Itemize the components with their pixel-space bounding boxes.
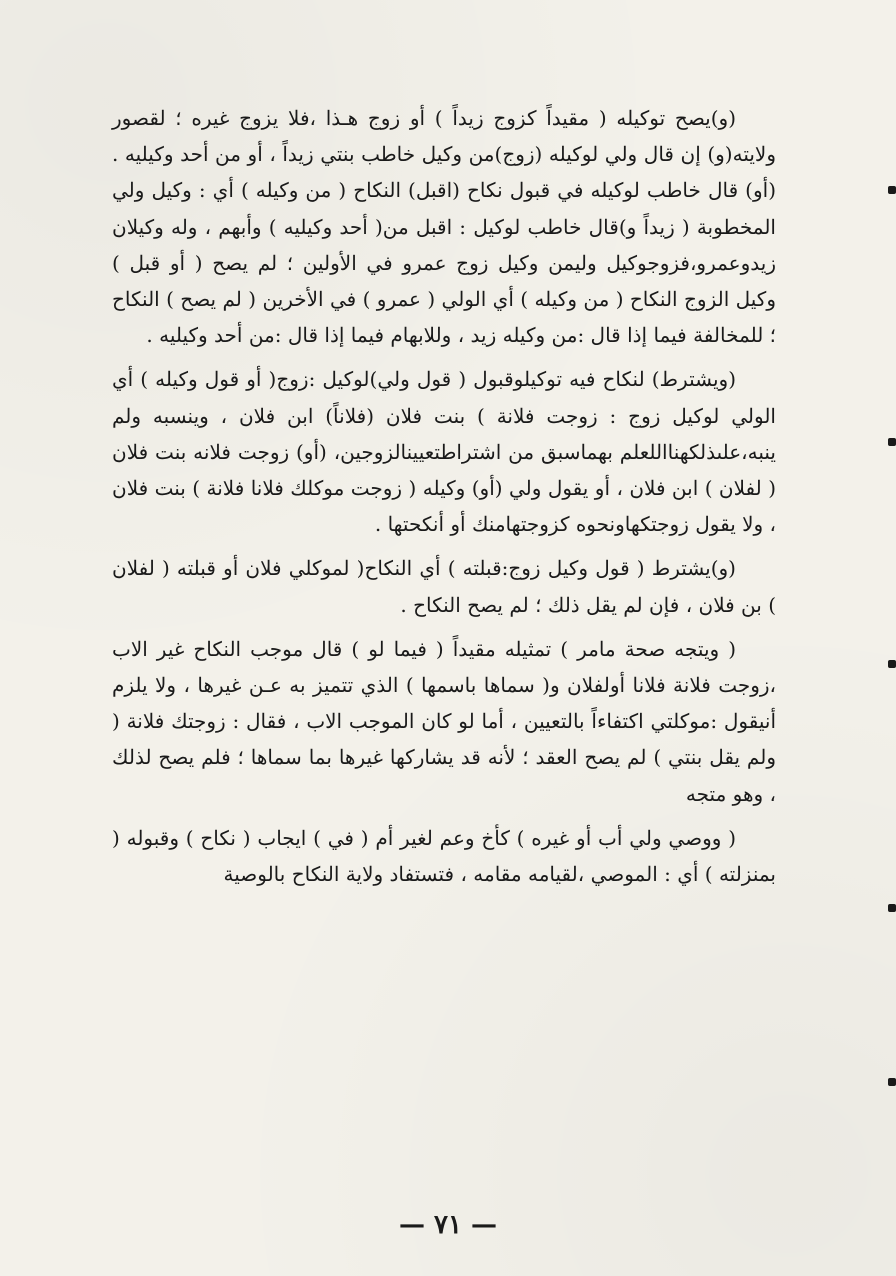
paragraph: (و)يشترط ( قول وكيل زوج:قبلته ) أي النكاح( لموكلي فلان أو قبلته ( لفلان ) بن فلان ، فإن لم يقل ذلك ؛ لم يصح النكاح . bbox=[112, 556, 776, 617]
binding-mark bbox=[888, 186, 896, 194]
binding-mark bbox=[888, 904, 896, 912]
binding-mark bbox=[888, 438, 896, 446]
paragraph: (ويشترط) لنكاح فيه توكيلوقبول ( قول ولي)لوكيل :زوج( أو قول وكيله ) أي الولي لوكيل زوج : زوجت فلانة ) بنت فلان (فلاناً) ابن فلان ، وينسبه ولم ينبه،علىذلكهنااللعلم بهماسبق من اشتراطتعيينالزوجين، (أو) زوجت فلانه بنت فلان ( لفلان ) ابن فلان ، أو يقول ولي (أو) وكيله ( زوجت موكلك فلانا فلانة ) بنت فلان ، ولا يقول زوجتكهاونحوه كزوجتهامنك أو أنكحتها . bbox=[112, 367, 776, 537]
paragraph: ( ويتجه صحة مامر ) تمثيله مقيداً ( فيما لو ) قال موجب النكاح غير الاب ،زوجت فلانة فلانا أولفلان و( سماها باسمها ) الذي تتميز به عـن غيرها ، ولا يلزم أنيقول :موكلتي اكتفاءاً بالتعيين ، أما لو كان الموجب الاب ، فقال : زوجتك فلانة ( ولم يقل بنتي ) لم يصح العقد ؛ لأنه قد يشاركها غيرها بما سماها ؛ فلم يصح لذلك ، وهو متجه bbox=[112, 636, 776, 806]
body-text bbox=[112, 100, 776, 900]
paragraph: (و)يصح توكيله ( مقيداً كزوج زيداً ) أو زوج هـذا ،فلا يزوج غيره ؛ لقصور ولايته(و) إن قال ولي لوكيله (زوج)من وكيل خاطب بنتي زيداً ، أو من أحد وكيليه . (أو) قال خاطب لوكيله في قبول نكاح (اقبل) النكاح ( من وكيله ) أي : وكيل ولي المخطوبة ( زيداً و)قال خاطب لوكيل : اقبل من( أحد وكيليه ) وأبهم ، وله وكيلان زيدوعمرو،فزوجوكيل وليمن وكيل زوج عمرو في الأولين ؛ لم يصح ( أو قبل ) وكيل الزوج النكاح ( من وكيله ) أي الولي ( عمرو ) في الأخرين ( لم يصح ) النكاح ؛ للمخالفة فيما إذا قال :من وكيله زيد ، وللابهام فيما إذا قال :من أحد وكيليه . bbox=[112, 106, 776, 348]
paragraph: ( ووصي ولي أب أو غيره ) كأخ وعم لغير أم ( في ) ايجاب ( نكاح ) وقبوله ( بمنزلته ) أي : الموصي ،لقيامه مقامه ، فتستفاد ولاية النكاح بالوصية bbox=[112, 825, 776, 887]
binding-mark bbox=[888, 660, 896, 668]
page-number: — ٧١ — bbox=[398, 1210, 498, 1240]
binding-mark bbox=[888, 1078, 896, 1086]
